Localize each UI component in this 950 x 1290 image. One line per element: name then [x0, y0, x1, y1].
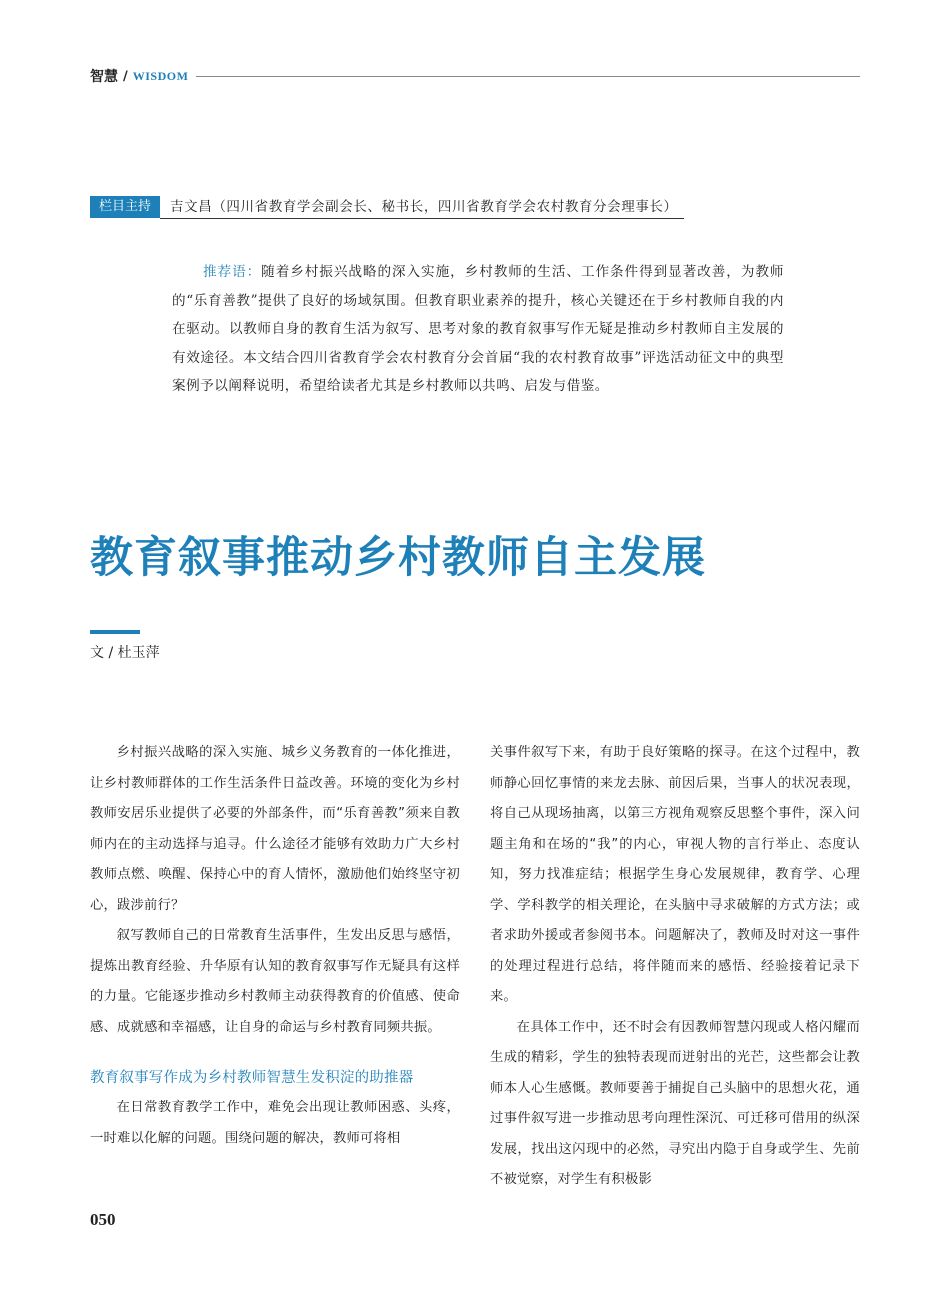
running-header: [90, 66, 860, 86]
section-name-en: WISDOM: [132, 68, 189, 83]
section-separator: /: [123, 68, 128, 84]
body-paragraph: 叙写教师自己的日常教育生活事件，生发出反思与感悟，提炼出教育经验、升华原有认知的教育叙事写作无疑具有这样的力量。它能逐步推动乡村教师主动获得教育的价值感、使命感、成就感和幸福感，让自身的命运与乡村教育同频共振。: [90, 928, 460, 1035]
page-number: 050: [90, 1210, 116, 1229]
section-heading: 教育叙事写作成为乡村教师智慧生发积淀的助推器: [90, 1070, 414, 1086]
header-rule: [196, 76, 860, 77]
body-column-right: [490, 738, 860, 1196]
section-name-zh: 智慧: [90, 69, 118, 85]
body-paragraph: 关事件叙写下来，有助于良好策略的探寻。在这个过程中，教师静心回忆事情的来龙去脉、前因后果，当事人的状况表现，将自己从现场抽离，以第三方视角观察反思整个事件，深入问题主角和在场的“我”的内心，审视人物的言行举止、态度认知，努力找准症结；根据学生身心发展规律，教育学、心理学、学科教学的相关理论，在头脑中寻求破解的方式方法；或者求助外援或者参阅书本。问题解决了，教师及时对这一事件的处理过程进行总结，将伴随而来的感悟、经验接着记录下来。: [490, 745, 860, 1004]
body-paragraph: 在日常教育教学工作中，难免会出现让教师困惑、头疼，一时难以化解的问题。围绕问题的解决，教师可将相: [90, 1100, 460, 1146]
column-host-tag: 栏目主持: [90, 196, 160, 218]
article-title: 教育叙事推动乡村教师自主发展: [90, 533, 706, 583]
recommendation: [172, 258, 784, 401]
recommendation-label: 推荐语：: [203, 264, 262, 280]
article-author: 文 / 杜玉萍: [90, 645, 160, 661]
column-host-info: 吉文昌（四川省教育学会副会长、秘书长，四川省教育学会农村教育分会理事长）: [160, 196, 684, 219]
body-column-left: [90, 738, 460, 1154]
column-host: [90, 196, 684, 218]
title-accent-bar: [90, 630, 140, 634]
body-paragraph: 在具体工作中，还不时会有因教师智慧闪现或人格闪耀而生成的精彩，学生的独特表现而迸射出的光芒，这些都会让教师本人心生感慨。教师要善于捕捉自己头脑中的思想火花，通过事件叙写进一步推动思考向理性深沉、可迁移可借用的纵深发展，找出这闪现中的必然，寻究出内隐于自身或学生、先前不被觉察，对学生有积极影: [490, 1019, 860, 1187]
recommendation-text: 随着乡村振兴战略的深入实施，乡村教师的生活、工作条件得到显著改善，为教师的“乐育善教”提供了良好的场域氛围。但教育职业素养的提升，核心关键还在于乡村教师自我的内在驱动。以教师自身的教育生活为叙写、思考对象的教育叙事写作无疑是推动乡村教师自主发展的有效途径。本文结合四川省教育学会农村教育分会首届“我的农村教育故事”评选活动征文中的典型案例予以阐释说明，希望给读者尤其是乡村教师以共鸣、启发与借鉴。: [172, 264, 785, 394]
body-paragraph: 乡村振兴战略的深入实施、城乡义务教育的一体化推进，让乡村教师群体的工作生活条件日益改善。环境的变化为乡村教师安居乐业提供了必要的外部条件，而“乐育善教”须来自教师内在的主动选择与追寻。什么途径才能够有效助力广大乡村教师点燃、唤醒、保持心中的育人情怀，激励他们始终坚守初心，跋涉前行？: [90, 745, 460, 913]
